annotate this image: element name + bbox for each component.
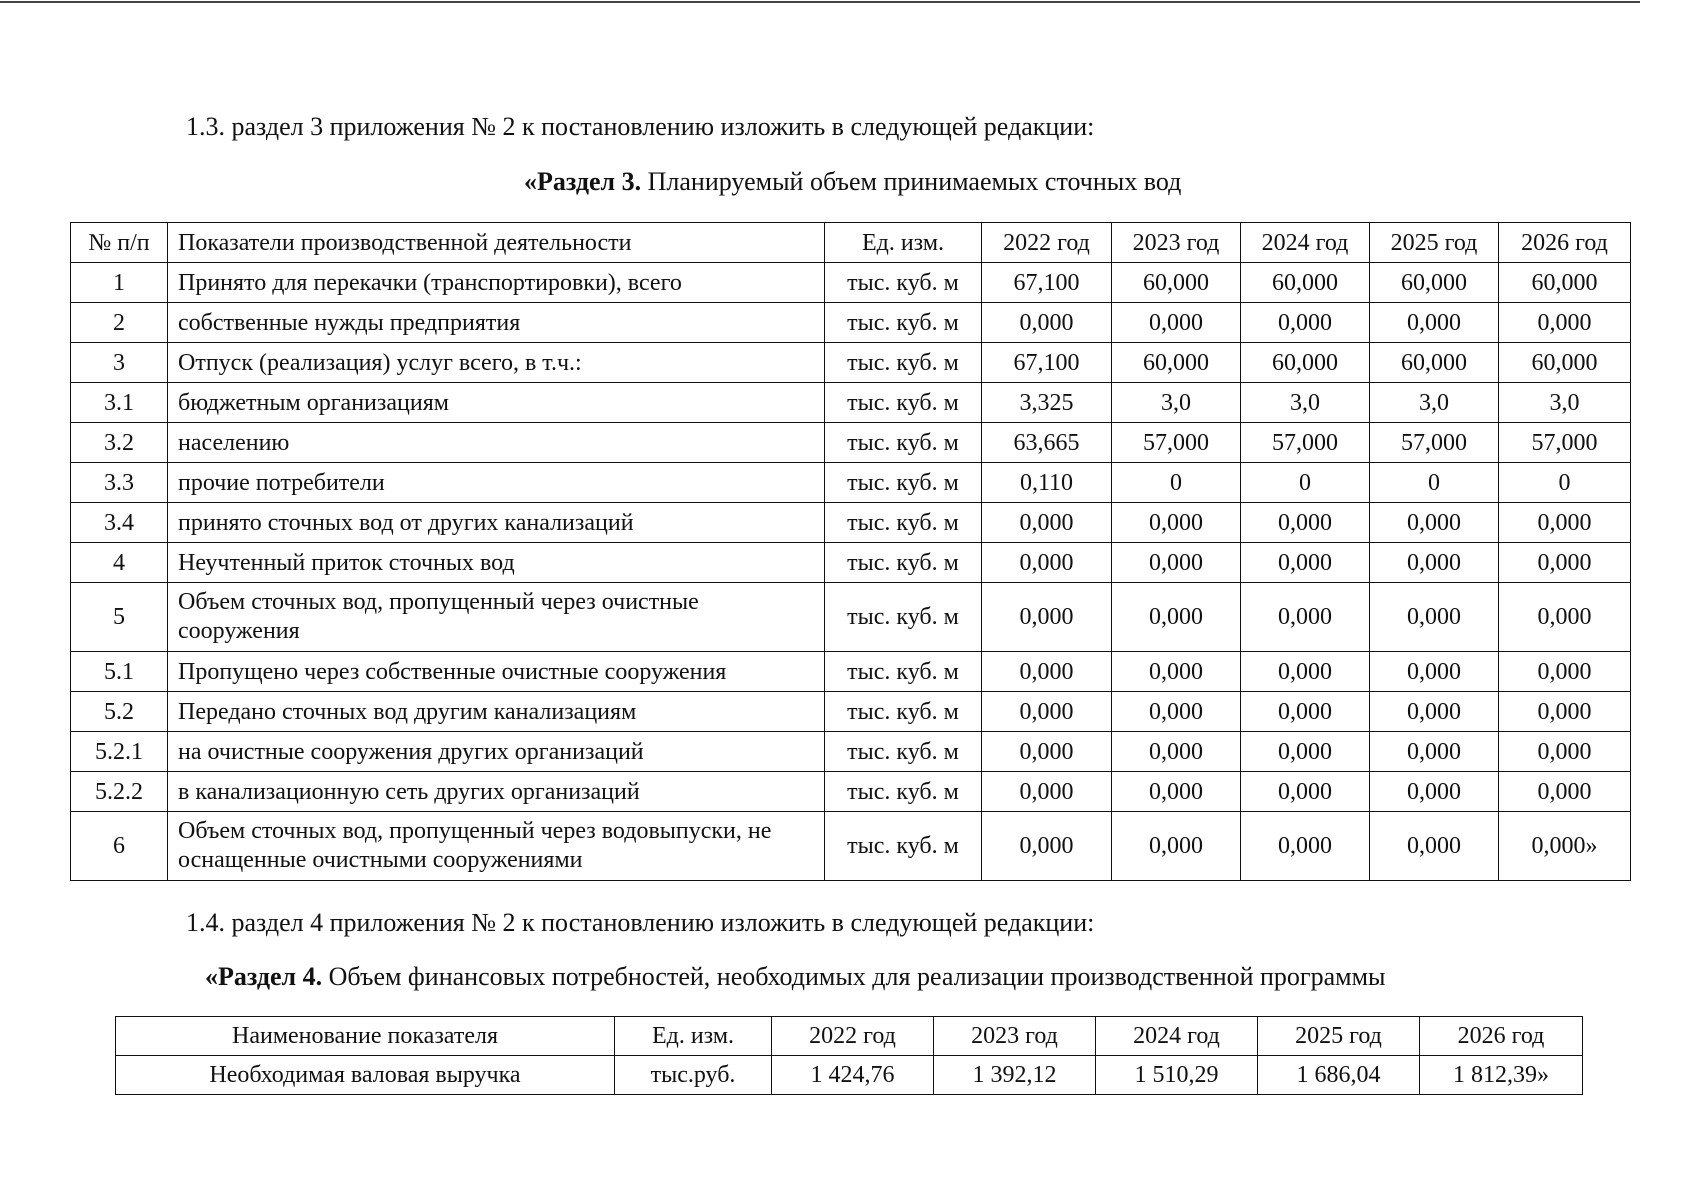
row-indicator: в канализационную сеть других организаций: [168, 772, 825, 812]
table-row: [71, 423, 1631, 463]
row-value-2026: 0,000: [1499, 543, 1631, 583]
row-indicator: Отпуск (реализация) услуг всего, в т.ч.:: [168, 343, 825, 383]
row-value-2023: 3,0: [1112, 383, 1241, 423]
row-value-2024: 0,000: [1241, 812, 1370, 881]
table-header-row: [71, 223, 1631, 263]
table-row: [71, 772, 1631, 812]
row-value-2025: 0,000: [1370, 692, 1499, 732]
row-value-2022: 63,665: [982, 423, 1112, 463]
row-value-2024: 0,000: [1241, 583, 1370, 652]
row-value-2024: 0,000: [1241, 652, 1370, 692]
row-indicator: принято сточных вод от других канализаций: [168, 503, 825, 543]
row-value-2024: 60,000: [1241, 263, 1370, 303]
row-value-2025: 0,000: [1370, 812, 1499, 881]
table-row: [71, 503, 1631, 543]
row-value-2024: 0,000: [1241, 503, 1370, 543]
row-indicator: Передано сточных вод другим канализациям: [168, 692, 825, 732]
row-value-2024: 3,0: [1241, 383, 1370, 423]
row-value-2024: 1 510,29: [1096, 1056, 1258, 1095]
row-num: 5.2.1: [71, 732, 168, 772]
row-value-2026: 3,0: [1499, 383, 1631, 423]
section3-heading-text: Планируемый объем принимаемых сточных вод: [641, 167, 1182, 196]
row-value-2025: 60,000: [1370, 263, 1499, 303]
row-indicator: бюджетным организациям: [168, 383, 825, 423]
row-value-2025: 0,000: [1370, 583, 1499, 652]
row-value-2022: 0,000: [982, 503, 1112, 543]
row-value-2023: 0,000: [1112, 583, 1241, 652]
table-row: [71, 463, 1631, 503]
row-value-2022: 0,000: [982, 732, 1112, 772]
row-value-2025: 1 686,04: [1258, 1056, 1420, 1095]
row-num: 6: [71, 812, 168, 881]
header-name: Наименование показателя: [116, 1017, 615, 1056]
header-indicator: Показатели производственной деятельности: [168, 223, 825, 263]
row-indicator: прочие потребители: [168, 463, 825, 503]
row-value-2022: 0,000: [982, 812, 1112, 881]
row-value-2022: 0,000: [982, 692, 1112, 732]
table-row: [71, 732, 1631, 772]
table-row: [71, 692, 1631, 732]
row-value-2026: 0,000: [1499, 692, 1631, 732]
row-value-2022: 0,000: [982, 772, 1112, 812]
row-value-2024: 0,000: [1241, 732, 1370, 772]
row-value-2026: 0,000: [1499, 583, 1631, 652]
row-value-2022: 0,000: [982, 303, 1112, 343]
header-unit: Ед. изм.: [825, 223, 982, 263]
section3-heading-bold: «Раздел 3.: [524, 167, 642, 196]
row-value-2022: 1 424,76: [772, 1056, 934, 1095]
row-value-2024: 0,000: [1241, 692, 1370, 732]
row-value-2026: 60,000: [1499, 263, 1631, 303]
row-value-2025: 57,000: [1370, 423, 1499, 463]
row-value-2026: 0,000: [1499, 772, 1631, 812]
row-value-2024: 0,000: [1241, 772, 1370, 812]
header-2024: 2024 год: [1241, 223, 1370, 263]
row-indicator: населению: [168, 423, 825, 463]
header-unit: Ед. изм.: [615, 1017, 772, 1056]
table-row: [71, 543, 1631, 583]
row-unit: тыс. куб. м: [825, 423, 982, 463]
row-unit: тыс. куб. м: [825, 303, 982, 343]
row-num: 5: [71, 583, 168, 652]
row-unit: тыс. куб. м: [825, 692, 982, 732]
table-row: [116, 1056, 1583, 1095]
row-unit: тыс. куб. м: [825, 503, 982, 543]
row-num: 2: [71, 303, 168, 343]
row-indicator: Неучтенный приток сточных вод: [168, 543, 825, 583]
row-value-2026: 1 812,39»: [1420, 1056, 1583, 1095]
row-value-2022: 3,325: [982, 383, 1112, 423]
section3-intro: 1.3. раздел 3 приложения № 2 к постановлению изложить в следующей редакции:: [186, 112, 1095, 141]
row-value-2023: 0,000: [1112, 692, 1241, 732]
row-value-2024: 57,000: [1241, 423, 1370, 463]
row-value-2026: 0,000: [1499, 303, 1631, 343]
row-value-2023: 0,000: [1112, 543, 1241, 583]
row-value-2023: 0,000: [1112, 303, 1241, 343]
row-unit: тыс. куб. м: [825, 812, 982, 881]
row-num: 3.2: [71, 423, 168, 463]
table-row: [71, 652, 1631, 692]
row-value-2025: 60,000: [1370, 343, 1499, 383]
row-value-2026: 0,000»: [1499, 812, 1631, 881]
row-unit: тыс. куб. м: [825, 652, 982, 692]
row-indicator: на очистные сооружения других организаций: [168, 732, 825, 772]
planned-wastewater-table: [70, 222, 1631, 881]
header-2025: 2025 год: [1258, 1017, 1420, 1056]
row-value-2026: 0,000: [1499, 732, 1631, 772]
row-unit: тыс. куб. м: [825, 263, 982, 303]
row-value-2022: 0,000: [982, 543, 1112, 583]
row-value-2025: 0: [1370, 463, 1499, 503]
row-unit: тыс. куб. м: [825, 343, 982, 383]
row-value-2022: 67,100: [982, 263, 1112, 303]
row-unit: тыс. куб. м: [825, 583, 982, 652]
table-row: [71, 812, 1631, 881]
row-value-2026: 0,000: [1499, 503, 1631, 543]
row-value-2023: 1 392,12: [934, 1056, 1096, 1095]
row-value-2023: 0: [1112, 463, 1241, 503]
row-unit: тыс. куб. м: [825, 543, 982, 583]
row-value-2022: 67,100: [982, 343, 1112, 383]
row-value-2023: 0,000: [1112, 812, 1241, 881]
row-value-2023: 60,000: [1112, 343, 1241, 383]
row-num: 5.1: [71, 652, 168, 692]
section4-heading: [205, 962, 1386, 992]
header-2026: 2026 год: [1499, 223, 1631, 263]
row-indicator: собственные нужды предприятия: [168, 303, 825, 343]
table-row: [71, 583, 1631, 652]
section4-heading-text: Объем финансовых потребностей, необходимых для реализации производственной программы: [322, 962, 1386, 991]
section3-heading: [524, 167, 1181, 197]
row-num: 5.2.2: [71, 772, 168, 812]
table-row: [71, 343, 1631, 383]
row-num: 1: [71, 263, 168, 303]
row-value-2022: 0,000: [982, 652, 1112, 692]
section4-heading-bold: «Раздел 4.: [205, 962, 323, 991]
table-row: [71, 263, 1631, 303]
row-num: 4: [71, 543, 168, 583]
header-2025: 2025 год: [1370, 223, 1499, 263]
row-num: 3.1: [71, 383, 168, 423]
row-value-2025: 0,000: [1370, 772, 1499, 812]
row-value-2023: 0,000: [1112, 732, 1241, 772]
row-name: Необходимая валовая выручка: [116, 1056, 615, 1095]
top-border-line: [0, 1, 1640, 3]
row-unit: тыс. куб. м: [825, 383, 982, 423]
row-num: 3.3: [71, 463, 168, 503]
header-2024: 2024 год: [1096, 1017, 1258, 1056]
table-row: [71, 303, 1631, 343]
header-2022: 2022 год: [772, 1017, 934, 1056]
row-value-2025: 0,000: [1370, 303, 1499, 343]
row-num: 3.4: [71, 503, 168, 543]
table-row: [71, 383, 1631, 423]
row-value-2025: 0,000: [1370, 652, 1499, 692]
row-value-2024: 0: [1241, 463, 1370, 503]
header-num: № п/п: [71, 223, 168, 263]
row-value-2023: 0,000: [1112, 503, 1241, 543]
row-value-2026: 57,000: [1499, 423, 1631, 463]
row-value-2023: 0,000: [1112, 772, 1241, 812]
row-value-2025: 3,0: [1370, 383, 1499, 423]
row-value-2023: 0,000: [1112, 652, 1241, 692]
header-2026: 2026 год: [1420, 1017, 1583, 1056]
row-indicator: Объем сточных вод, пропущенный через очистные сооружения: [168, 583, 825, 652]
row-value-2022: 0,110: [982, 463, 1112, 503]
row-value-2024: 60,000: [1241, 343, 1370, 383]
table-header-row: [116, 1017, 1583, 1056]
row-value-2024: 0,000: [1241, 543, 1370, 583]
header-2023: 2023 год: [1112, 223, 1241, 263]
row-value-2023: 60,000: [1112, 263, 1241, 303]
row-num: 5.2: [71, 692, 168, 732]
financial-needs-table: [115, 1016, 1583, 1095]
row-value-2025: 0,000: [1370, 732, 1499, 772]
row-num: 3: [71, 343, 168, 383]
row-unit: тыс. куб. м: [825, 463, 982, 503]
row-value-2026: 0: [1499, 463, 1631, 503]
row-value-2024: 0,000: [1241, 303, 1370, 343]
row-unit: тыс.руб.: [615, 1056, 772, 1095]
row-unit: тыс. куб. м: [825, 772, 982, 812]
section4-intro: 1.4. раздел 4 приложения № 2 к постановлению изложить в следующей редакции:: [186, 908, 1095, 937]
row-indicator: Пропущено через собственные очистные сооружения: [168, 652, 825, 692]
row-indicator: Принято для перекачки (транспортировки), всего: [168, 263, 825, 303]
row-value-2025: 0,000: [1370, 543, 1499, 583]
row-value-2026: 0,000: [1499, 652, 1631, 692]
row-indicator: Объем сточных вод, пропущенный через водовыпуски, не оснащенные очистными сооружениями: [168, 812, 825, 881]
row-unit: тыс. куб. м: [825, 732, 982, 772]
row-value-2026: 60,000: [1499, 343, 1631, 383]
row-value-2023: 57,000: [1112, 423, 1241, 463]
header-2023: 2023 год: [934, 1017, 1096, 1056]
row-value-2022: 0,000: [982, 583, 1112, 652]
row-value-2025: 0,000: [1370, 503, 1499, 543]
header-2022: 2022 год: [982, 223, 1112, 263]
